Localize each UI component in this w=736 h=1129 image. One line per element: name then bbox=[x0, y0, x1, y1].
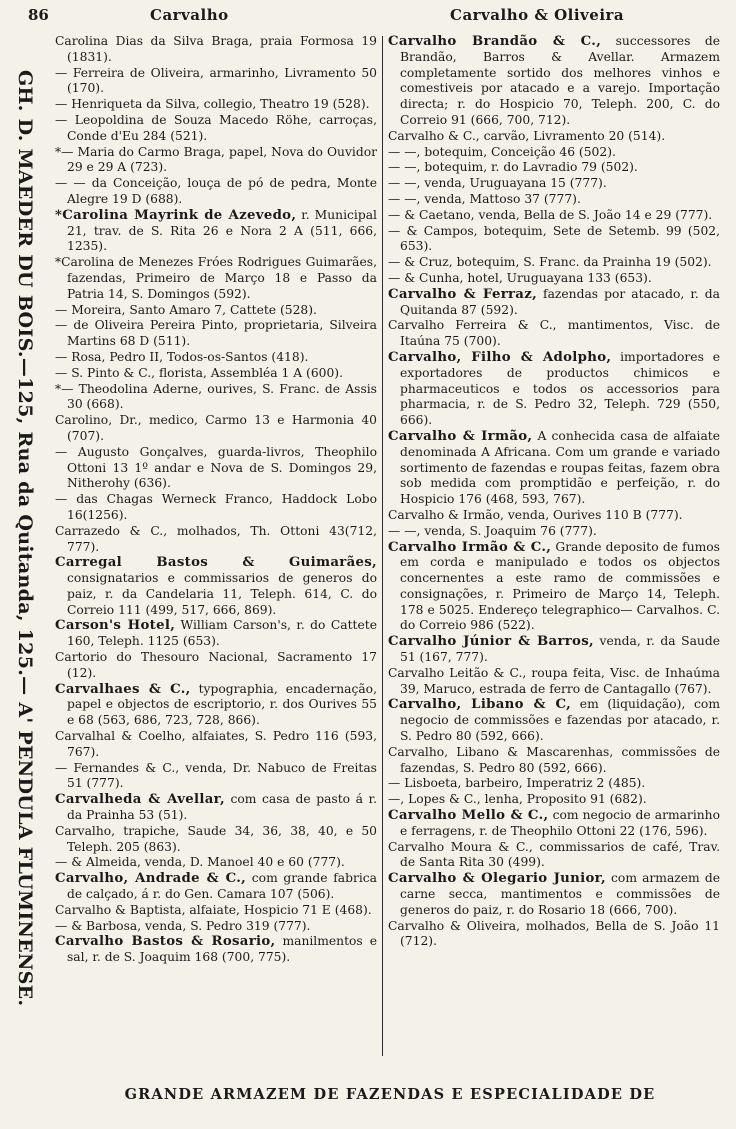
entry-text: — Moreira, Santo Amaro 7, Cattete (528). bbox=[55, 302, 317, 317]
entry-text: — Ferreira de Oliveira, armarinho, Livramento 50 (170). bbox=[55, 65, 377, 96]
directory-entry bbox=[388, 255, 720, 271]
directory-entry bbox=[55, 318, 377, 350]
directory-entry bbox=[388, 808, 720, 840]
directory-entry bbox=[55, 792, 377, 824]
directory-entry bbox=[388, 224, 720, 256]
entry-text: — — da Conceição, louça de pó de pedra, Monte Alegre 19 D (688). bbox=[55, 176, 377, 206]
entry-text: — de Oliveira Pereira Pinto, proprietaria, Silveira Martins 68 D (511). bbox=[55, 318, 377, 349]
entry-text: Carvalho & Oliveira, molhados, Bella de S. João 11 (712). bbox=[388, 918, 720, 949]
entry-text: com grande fabrica de calçado, á r. do Gen. Camara 107 (506). bbox=[67, 871, 377, 902]
entry-text: Carrazedo & C., molhados, Th. Ottoni 43(712, 777). bbox=[55, 523, 377, 554]
directory-entry bbox=[388, 919, 720, 951]
directory-entry bbox=[55, 382, 377, 414]
directory-entry bbox=[388, 792, 720, 808]
entry-text: — & Campos, botequim, Sete de Setemb. 99 (502, 653). bbox=[388, 223, 720, 254]
directory-entry bbox=[55, 650, 377, 682]
entry-text: Cartorio do Thesouro Nacional, Sacramento 17 (12). bbox=[55, 650, 377, 680]
directory-entry bbox=[388, 524, 720, 540]
entry-text: A conhecida casa de alfaiate denominada A Africana. Com um grande e variado sortimento de fazendas e roupas feitas, fazem obra sob medida com promptidão e perfeição, r. do Hospicio 176 (468, 593, 767). bbox=[400, 428, 721, 507]
directory-entry bbox=[388, 318, 720, 350]
entry-text: — S. Pinto & C., florista, Assembléa 1 A (600). bbox=[55, 365, 344, 380]
entry-text: — & Barbosa, venda, S. Pedro 319 (777). bbox=[55, 918, 311, 933]
entry-firm-name: Carvalho Mello & C., bbox=[388, 808, 549, 824]
entry-firm-name: Carvalho Júnior & Barros, bbox=[388, 634, 594, 650]
directory-entry bbox=[388, 871, 720, 918]
entry-firm-name: Carvalho Bastos & Rosario, bbox=[55, 934, 276, 950]
directory-entry bbox=[388, 429, 720, 508]
directory-entry bbox=[55, 555, 377, 618]
directory-entry bbox=[388, 208, 720, 224]
footer-advertisement: GRANDE ARMAZEM DE FAZENDAS E ESPECIALIDADE DE bbox=[124, 1086, 656, 1103]
entry-firm-name: Carvalho & Irmão, bbox=[388, 428, 533, 444]
directory-entry bbox=[55, 524, 377, 556]
running-head-left: Carvalho bbox=[150, 6, 229, 24]
directory-entry bbox=[55, 919, 377, 935]
directory-entry bbox=[55, 761, 377, 793]
directory-entry bbox=[388, 192, 720, 208]
directory-entry bbox=[55, 855, 377, 871]
entry-text: — Leopoldina de Souza Macedo Röhe, carroças, Conde d'Eu 284 (521). bbox=[55, 112, 377, 143]
entry-firm-name: Carvalheda & Avellar, bbox=[55, 792, 225, 808]
directory-entry bbox=[55, 366, 377, 382]
entry-firm-name: Carvalho Brandão & C., bbox=[388, 34, 602, 49]
entry-text: consignatarios e commissarios de generos do paiz, r. da Candelaria 11, Teleph. 614, C. do Correio 111 (499, 517, 666, 869). bbox=[67, 571, 377, 617]
entry-text: *— Maria do Carmo Braga, papel, Nova do Ouvidor 29 e 29 A (723). bbox=[55, 144, 377, 175]
directory-entry bbox=[55, 682, 377, 729]
entry-text: — —, botequim, Conceição 46 (502). bbox=[388, 144, 616, 159]
entry-firm-name: Carregal Bastos & Guimarães, bbox=[55, 555, 377, 571]
entry-firm-name: Carvalho & Olegario Junior, bbox=[388, 871, 606, 887]
entry-text: Carvalho & C., carvão, Livramento 20 (514). bbox=[388, 128, 666, 143]
left-column bbox=[55, 34, 377, 966]
entry-text: — & Cunha, hotel, Uruguayana 133 (653). bbox=[388, 270, 652, 285]
directory-entry bbox=[388, 176, 720, 192]
entry-text: Carvalho Moura & C., commissarios de café, Trav. de Santa Rita 30 (499). bbox=[388, 839, 720, 870]
directory-entry bbox=[388, 666, 720, 698]
entry-firm-name: Carvalho & Ferraz, bbox=[388, 286, 538, 302]
directory-entry bbox=[55, 934, 377, 966]
right-column bbox=[388, 34, 720, 950]
directory-entry bbox=[55, 255, 377, 302]
directory-entry bbox=[55, 66, 377, 98]
directory-entry bbox=[388, 634, 720, 666]
entry-text: com armazem de carne secca, mantimentos e commissões de generos do paiz, r. do Rosario 18 (666, 700). bbox=[400, 871, 720, 917]
entry-text: — & Almeida, venda, D. Manoel 40 e 60 (777). bbox=[55, 855, 345, 870]
entry-text: *— Theodolina Aderne, ourives, S. Franc. de Assis 30 (668). bbox=[55, 381, 377, 412]
entry-firm-name: Carvalho, Libano & C, bbox=[388, 697, 572, 713]
entry-text: manilmentos e sal, r. de S. Joaquim 168 (700, 775). bbox=[67, 934, 377, 965]
directory-entry bbox=[55, 871, 377, 903]
entry-text: venda, r. da Saude 51 (167, 777). bbox=[400, 634, 720, 665]
directory-entry bbox=[55, 903, 377, 919]
entry-text: — & Caetano, venda, Bella de S. João 14 e 29 (777). bbox=[388, 207, 713, 222]
entry-firm-name: Carvalho, Filho & Adolpho, bbox=[388, 349, 612, 365]
entry-text: — —, venda, S. Joaquim 76 (777). bbox=[388, 523, 597, 538]
side-advertisement: GH. D. MAEDER DU BOIS.—125, Rua da Quitanda, 125.— A' PENDULA FLUMINENSE. bbox=[14, 70, 36, 1007]
directory-entry bbox=[55, 145, 377, 177]
directory-entry bbox=[55, 413, 377, 445]
directory-entry bbox=[388, 540, 720, 635]
entry-text: — Lisboeta, barbeiro, Imperatriz 2 (485). bbox=[388, 776, 646, 791]
directory-entry bbox=[388, 145, 720, 161]
directory-entry bbox=[55, 445, 377, 492]
entry-text: em (liquidação), com negocio de commissões e fazendas por atacado, r. S. Pedro 80 (592, 666). bbox=[400, 697, 720, 744]
entry-text: importadores e exportadores de productos chimicos e pharmaceuticos e todos os accessorios para pharmacia, r. de S. Pedro 32, Teleph. 729 (550, 666). bbox=[400, 349, 720, 428]
directory-entry bbox=[55, 729, 377, 761]
entry-text: Carvalho Leitão & C., roupa feita, Visc. de Inhaúma 39, Maruco, estrada de ferro de Cantagallo (767). bbox=[388, 665, 720, 696]
entry-text: — Fernandes & C., venda, Dr. Nabuco de Freitas 51 (777). bbox=[55, 760, 377, 791]
entry-text: successores de Brandão, Barros & Avellar. Armazem completamente sortido dos melhores vinhos e comestiveis por atacado e a varejo. Importação directa; r. do Hospicio 70, Teleph. 200, C. do Correio 91 (666, 700, 712). bbox=[400, 34, 720, 127]
entry-text: Grande deposito de fumos em corda e manipulado e todos os objectos concernentes a este ramo de commissões e consignações, r. Primeiro de Março 14, Teleph. 178 e 5025. Endereço telegraphico— Carvalhos. C. do Correio 986 (522). bbox=[400, 539, 720, 633]
entry-firm-name: Carvalho Irmão & C., bbox=[388, 539, 552, 555]
entry-text: — das Chagas Werneck Franco, Haddock Lobo 16(1256). bbox=[55, 492, 377, 522]
directory-entry bbox=[388, 840, 720, 872]
entry-firm-name: *Carolina Mayrink de Azevedo, bbox=[55, 207, 297, 223]
entry-text: Carvalho, Libano & Mascarenhas, commissões de fazendas, S. Pedro 80 (592, 666). bbox=[388, 744, 720, 775]
directory-entry bbox=[388, 287, 720, 319]
directory-entry bbox=[55, 176, 377, 208]
directory-entry bbox=[388, 350, 720, 429]
entry-text: — Henriqueta da Silva, collegio, Theatro 19 (528). bbox=[55, 97, 370, 112]
entry-text: — & Cruz, botequim, S. Franc. da Prainha 19 (502). bbox=[388, 255, 712, 270]
directory-entry bbox=[55, 113, 377, 145]
entry-text: com negocio de armarinho e ferragens, r. de Theophilo Ottoni 22 (176, 596). bbox=[400, 808, 720, 838]
page-number: 86 bbox=[28, 6, 49, 24]
directory-entry bbox=[55, 303, 377, 319]
directory-entry bbox=[388, 508, 720, 524]
entry-text: Carvalho, trapiche, Saude 34, 36, 38, 40, e 50 Teleph. 205 (863). bbox=[55, 823, 377, 854]
entry-text: —, Lopes & C., lenha, Proposito 91 (682). bbox=[388, 792, 647, 807]
entry-text: Carvalho Ferreira & C., mantimentos, Visc. de Itaúna 75 (700). bbox=[388, 318, 720, 349]
column-divider bbox=[382, 36, 383, 1056]
running-head-right: Carvalho & Oliveira bbox=[450, 6, 625, 24]
directory-entry bbox=[55, 618, 377, 650]
directory-entry bbox=[55, 350, 377, 366]
directory-entry bbox=[55, 208, 377, 255]
directory-entry bbox=[388, 776, 720, 792]
directory-entry bbox=[55, 492, 377, 524]
entry-text: r. Municipal 21, trav. de S. Rita 26 e Nora 2 A (511, 666, 1235). bbox=[67, 207, 377, 254]
entry-text: Carolina Dias da Silva Braga, praia Formosa 19 (1831). bbox=[55, 34, 377, 64]
directory-entry bbox=[55, 34, 377, 66]
entry-text: William Carson's, r. do Cattete 160, Teleph. 1125 (653). bbox=[67, 618, 377, 649]
entry-text: — —, botequim, r. do Lavradio 79 (502). bbox=[388, 160, 638, 175]
entry-firm-name: Carvalho, Andrade & C., bbox=[55, 871, 247, 887]
entry-text: *Carolina de Menezes Fróes Rodrigues Guimarães, fazendas, Primeiro de Março 18 e Passo da Patria 14, S. Domingos (592). bbox=[55, 255, 377, 301]
directory-entry bbox=[388, 129, 720, 145]
directory-entry bbox=[55, 97, 377, 113]
entry-text: typographia, encadernação, papel e objectos de escriptorio, r. dos Ourives 55 e 68 (563, 686, 723, 728, 866). bbox=[67, 681, 377, 728]
entry-text: — —, venda, Uruguayana 15 (777). bbox=[388, 176, 607, 191]
directory-entry bbox=[388, 34, 720, 129]
directory-entry bbox=[388, 160, 720, 176]
directory-entry bbox=[388, 745, 720, 777]
entry-text: Carvalho & Baptista, alfaiate, Hospicio 71 E (468). bbox=[55, 902, 372, 917]
entry-text: — Rosa, Pedro II, Todos-os-Santos (418). bbox=[55, 349, 309, 364]
entry-text: Carvalho & Irmão, venda, Ourives 110 B (777). bbox=[388, 507, 683, 522]
entry-text: — —, venda, Mattoso 37 (777). bbox=[388, 191, 581, 206]
entry-firm-name: Carvalhaes & C., bbox=[55, 681, 191, 697]
entry-text: — Augusto Gonçalves, guarda-livros, Theophilo Ottoni 13 1º andar e Nova de S. Domingos 29, Nitherohy (636). bbox=[55, 444, 377, 491]
directory-entry bbox=[388, 271, 720, 287]
entry-text: Carolino, Dr., medico, Carmo 13 e Harmonia 40 (707). bbox=[55, 413, 377, 443]
entry-firm-name: Carson's Hotel, bbox=[55, 618, 176, 634]
entry-text: fazendas por atacado, r. da Quitanda 87 (592). bbox=[400, 286, 720, 317]
entry-text: com casa de pasto á r. da Prainha 53 (51). bbox=[67, 792, 377, 823]
directory-entry bbox=[55, 824, 377, 856]
directory-entry bbox=[388, 697, 720, 744]
entry-text: Carvalhal & Coelho, alfaiates, S. Pedro 116 (593, 767). bbox=[55, 729, 377, 759]
